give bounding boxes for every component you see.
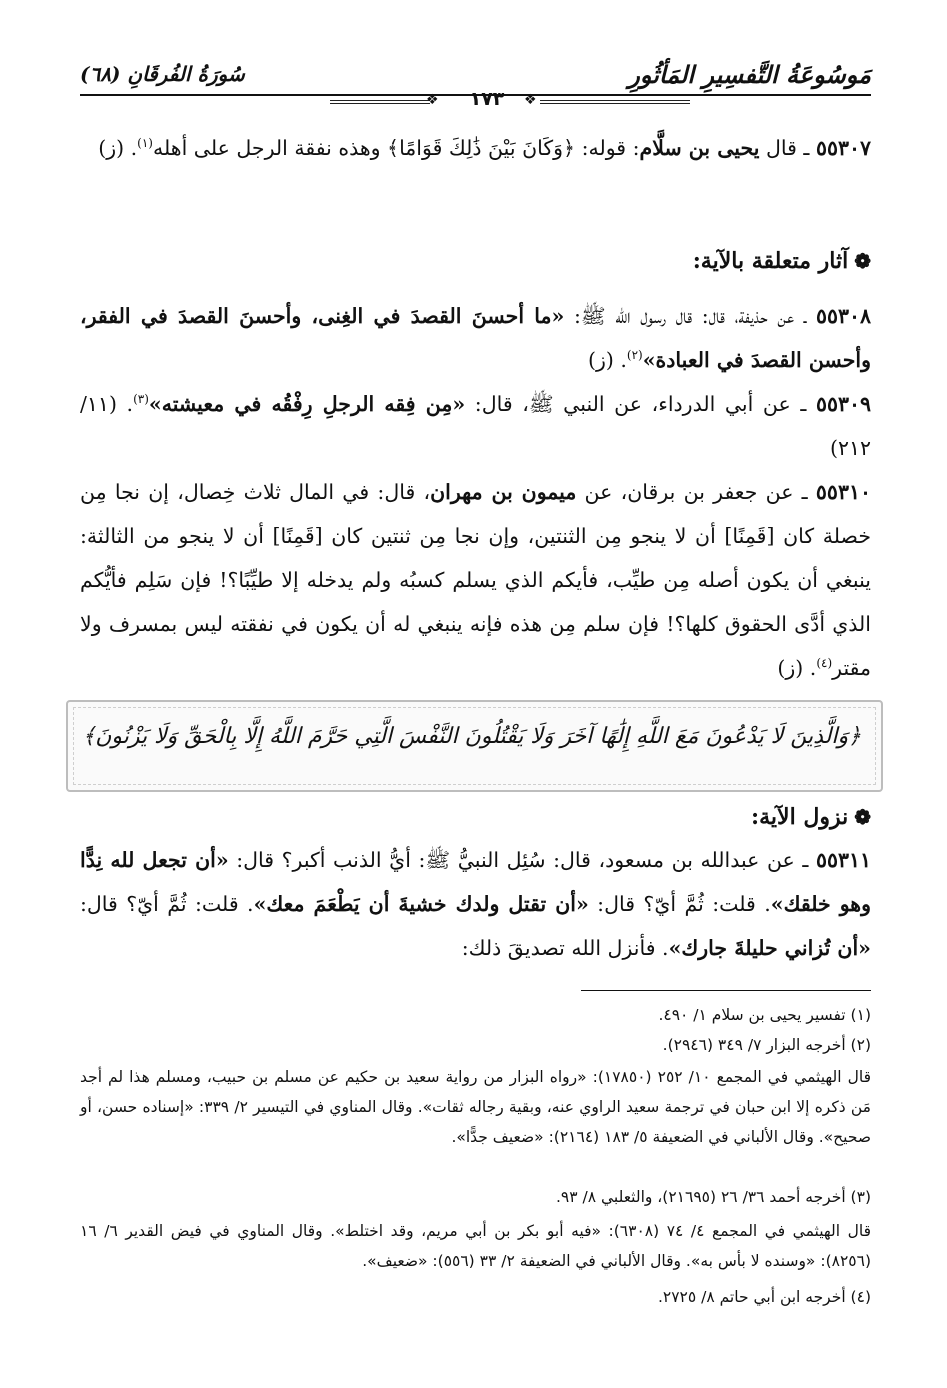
text: ـ قال: [759, 136, 816, 160]
footnote-ref: (٢): [626, 348, 643, 363]
footnote-3-commentary: قال الهيثمي في المجمع ٤/ ٧٤ (٦٣٠٨): «فيه أبو بكر بن أبي مريم، وقد اختلط». وقال المناوي في فيض القدير ٦/ ١٦ (٨٢٥٦): «وسنده لا بأس به». وقال الألباني في الضعيفة ٢/ ٣٣ (٥٥٦): «ضعيف».: [80, 1222, 872, 1270]
hadith-quote: «أن تجعل لله نِدًّا وهو خلقك»: [80, 848, 871, 916]
paragraph-55307: [80, 126, 871, 170]
heading-text: آثار متعلقة بالآية:: [692, 248, 849, 274]
text: ـ عن جعفر بن برقان، عن: [576, 480, 816, 504]
report-number: ٥٥٣١٠: [815, 480, 871, 504]
section-heading-related-reports: [693, 248, 871, 274]
page-number-bar: [0, 88, 947, 114]
paragraph-55311: [80, 838, 871, 970]
text: . (ز): [777, 656, 817, 680]
paragraph-55309: [80, 382, 871, 470]
text: . (ز): [587, 348, 627, 372]
paragraph-55308: [80, 294, 871, 382]
hadith-quote: «أن تقتل ولدك خشيةَ أن يَطْعَمَ معك»: [253, 892, 589, 916]
text: ـ عن أبي الدرداء، عن النبي ﷺ، قال:: [465, 392, 816, 416]
heading-text: نزول الآية:: [751, 804, 849, 830]
report-number: ٥٥٣٠٧: [815, 136, 871, 160]
footnote-3: (٣) أخرجه أحمد ٣٦/ ٢٦ (٢١٦٩٥)، والثعلبي ٨/ ٩٣.: [555, 1188, 871, 1206]
quran-verse: ﴿وَالَّذِينَ لَا يَدْعُونَ مَعَ اللَّهِ إِلَٰهًا آخَرَ وَلَا يَقْتُلُونَ النَّفْسَ الَّتِي حَرَّمَ اللَّهُ إِلَّا بِالْحَقِّ وَلَا يَزْنُونَ﴾: [82, 724, 861, 749]
section-heading-revelation: [751, 804, 871, 830]
footnote-1: (١) تفسير يحيى بن سلام ١/ ٤٩٠.: [658, 1006, 871, 1024]
text: . (١١/ ٢١٢): [80, 392, 871, 460]
quran-verse-box: [66, 700, 883, 792]
footnote-separator: [581, 990, 871, 991]
text: ، قال: في المال ثلاث خِصال، إن نجا مِن خصلة كان [قَمِنًا] أن لا ينجو مِن الثنتين، وإن نجا مِن ثنتين كان [قَمِنًا] أن لا ينجو من الثالثة: ينبغي أن يكون أصله مِن طيِّب، فأيكم الذي يسلم كسبُه ولم يدخله إلا طيِّبًا؟! فإن سَلِم فأيُّكم الذي أدَّى الحقوق كلها؟! فإن سلم مِن هذه فإنه ينبغي له أن يكون في نفقته ليس بمسرف ولا مقتر: [80, 480, 871, 680]
text: ـ عن عبدالله بن مسعود، قال: سُئِل النبيُّ ﷺ: أيُّ الذنب أكبر؟ قال:: [228, 848, 816, 872]
text: . فأنزل الله تصديقَ ذلك:: [461, 936, 669, 960]
report-number: ٥٥٣١١: [815, 848, 871, 872]
ornament-icon: ❖: [524, 92, 537, 108]
hadith-quote: «أن تُزاني حليلةَ جارك»: [668, 936, 871, 960]
report-number: ٥٥٣٠٨: [815, 304, 871, 328]
narrator-name: ميمون بن مهران: [430, 480, 577, 504]
page-number: ١٧٣: [469, 88, 505, 110]
hadith-quote: «ما أحسنَ القصدَ في الغِنى، وأحسنَ القصدَ في الفقر، وأحسن القصدَ في العبادة»: [80, 304, 871, 372]
footnote-ref: (١): [137, 136, 153, 151]
narrator-name: يحيى بن سلَّام: [639, 136, 760, 160]
footnote-ref: (٤): [816, 656, 833, 671]
paragraph-55310: [80, 470, 871, 690]
folio-rule-left: [330, 100, 430, 104]
footnote-4: (٤) أخرجه ابن أبي حاتم ٨/ ٢٧٢٥.: [657, 1288, 871, 1306]
footnote-ref: (٣): [133, 392, 149, 407]
book-title: مَوسُوعَةُ التَّفسِيرِ المَأثُورِ: [628, 60, 871, 89]
report-number: ٥٥٣٠٩: [815, 392, 871, 416]
footnote-2-commentary: قال الهيثمي في المجمع ١٠/ ٢٥٢ (١٧٨٥٠): «رواه البزار من رواية سعيد بن حكيم عن مسلم بن حبيب، ومسلم هذا لم أجد مَن ذكره إلا ابن حبان في ترجمة سعيد الراوي عنه، وبقية رجاله ثقات». وقال المناوي في التيسير ٢/ ٣٣٩: «إسناده حسن، أو صحيح». وقال الألباني في الضعيفة ٥/ ١٨٣ (٢١٦٤): «ضعيف جدًّا».: [80, 1068, 872, 1146]
text: . قلت: ثُمَّ أيّ؟ قال:: [80, 892, 254, 916]
text: . (ز): [98, 136, 138, 160]
ornament-icon: ❖: [426, 92, 439, 108]
footnote-2: (٢) أخرجه البزار ٧/ ٣٤٩ (٢٩٤٦).: [662, 1036, 871, 1054]
flower-ornament-icon: ❁: [854, 249, 871, 273]
text: . قلت: ثُمَّ أيّ؟ قال:: [588, 892, 771, 916]
hadith-quote: «مِن فِقه الرجلِ رِفْقُه في معيشته»: [148, 392, 466, 416]
flower-ornament-icon: ❁: [854, 805, 871, 829]
folio-rule-right: [540, 100, 690, 104]
text: ـ عن حذيفة، قال: قال رسول الله ﷺ:: [564, 304, 816, 328]
text: : قوله: ﴿وَكَانَ بَيْنَ ذَٰلِكَ قَوَامًا﴾ وهذه نفقة الرجل على أهله: [152, 136, 640, 160]
surah-name: سُورَةُ الفُرقَانِ (٦٨): [80, 62, 245, 86]
